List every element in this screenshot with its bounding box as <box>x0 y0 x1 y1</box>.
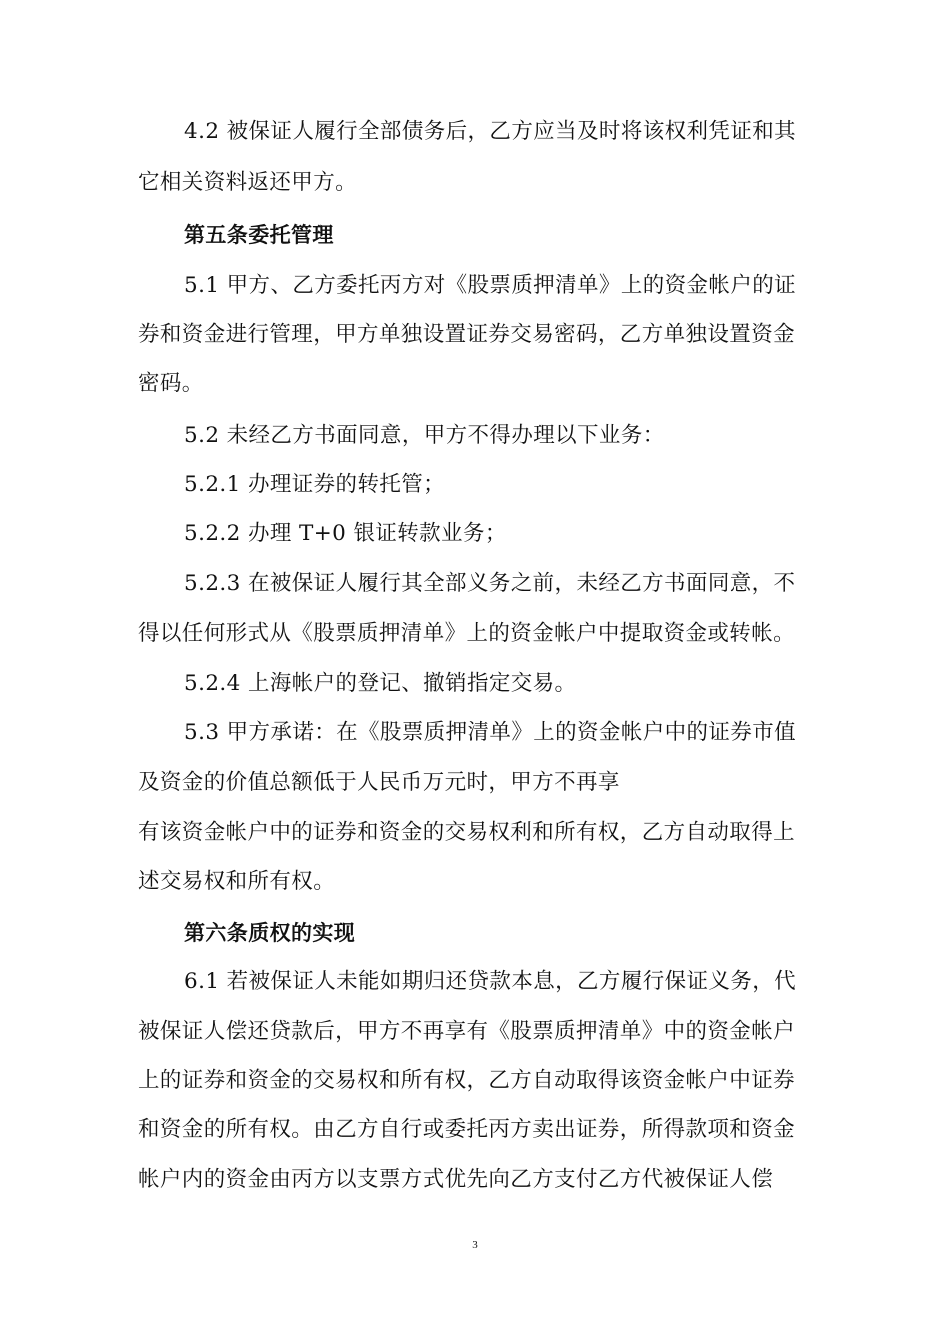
paragraph-5-1-line-1: 5.1 甲方、乙方委托丙方对《股票质押清单》上的资金帐户的证 <box>184 273 797 298</box>
paragraph-5-3-line-2: 及资金的价值总额低于人民币万元时，甲方不再享 <box>138 770 620 795</box>
paragraph-5-2-3-line-2: 得以任何形式从《股票质押清单》上的资金帐户中提取资金或转帐。 <box>138 621 796 646</box>
paragraph-5-2-1: 5.2.1 办理证券的转托管； <box>184 472 446 497</box>
paragraph-5-1-line-3: 密码。 <box>138 371 204 396</box>
paragraph-5-1-line-2: 券和资金进行管理，甲方单独设置证券交易密码，乙方单独设置资金 <box>138 322 796 347</box>
paragraph-5-2: 5.2 未经乙方书面同意，甲方不得办理以下业务： <box>184 423 665 448</box>
paragraph-6-1-line-2: 被保证人偿还贷款后，甲方不再享有《股票质押清单》中的资金帐户 <box>138 1019 796 1044</box>
heading-article-6: 第六条质权的实现 <box>184 921 356 945</box>
paragraph-4-2-line-1: 4.2 被保证人履行全部债务后，乙方应当及时将该权利凭证和其 <box>184 119 797 144</box>
paragraph-6-1-line-1: 6.1 若被保证人未能如期归还贷款本息，乙方履行保证义务，代 <box>184 969 797 994</box>
paragraph-5-2-2: 5.2.2 办理 T+0 银证转款业务； <box>184 521 507 546</box>
paragraph-5-3-line-3: 有该资金帐户中的证券和资金的交易权利和所有权，乙方自动取得上 <box>138 820 796 845</box>
paragraph-5-2-3-line-1: 5.2.3 在被保证人履行其全部义务之前，未经乙方书面同意，不 <box>184 571 796 596</box>
paragraph-5-3-line-1: 5.3 甲方承诺：在《股票质押清单》上的资金帐户中的证券市值 <box>184 720 797 745</box>
paragraph-6-1-line-4: 和资金的所有权。由乙方自行或委托丙方卖出证券，所得款项和资金 <box>138 1117 796 1142</box>
paragraph-6-1-line-3: 上的证券和资金的交易权和所有权，乙方自动取得该资金帐户中证券 <box>138 1068 796 1093</box>
page-number: 3 <box>472 1239 478 1251</box>
paragraph-5-3-line-4: 述交易权和所有权。 <box>138 869 336 894</box>
paragraph-6-1-line-5: 帐户内的资金由丙方以支票方式优先向乙方支付乙方代被保证人偿 <box>138 1167 774 1192</box>
paragraph-4-2-line-2: 它相关资料返还甲方。 <box>138 170 358 195</box>
paragraph-5-2-4: 5.2.4 上海帐户的登记、撤销指定交易。 <box>184 671 577 696</box>
heading-article-5: 第五条委托管理 <box>184 223 334 247</box>
